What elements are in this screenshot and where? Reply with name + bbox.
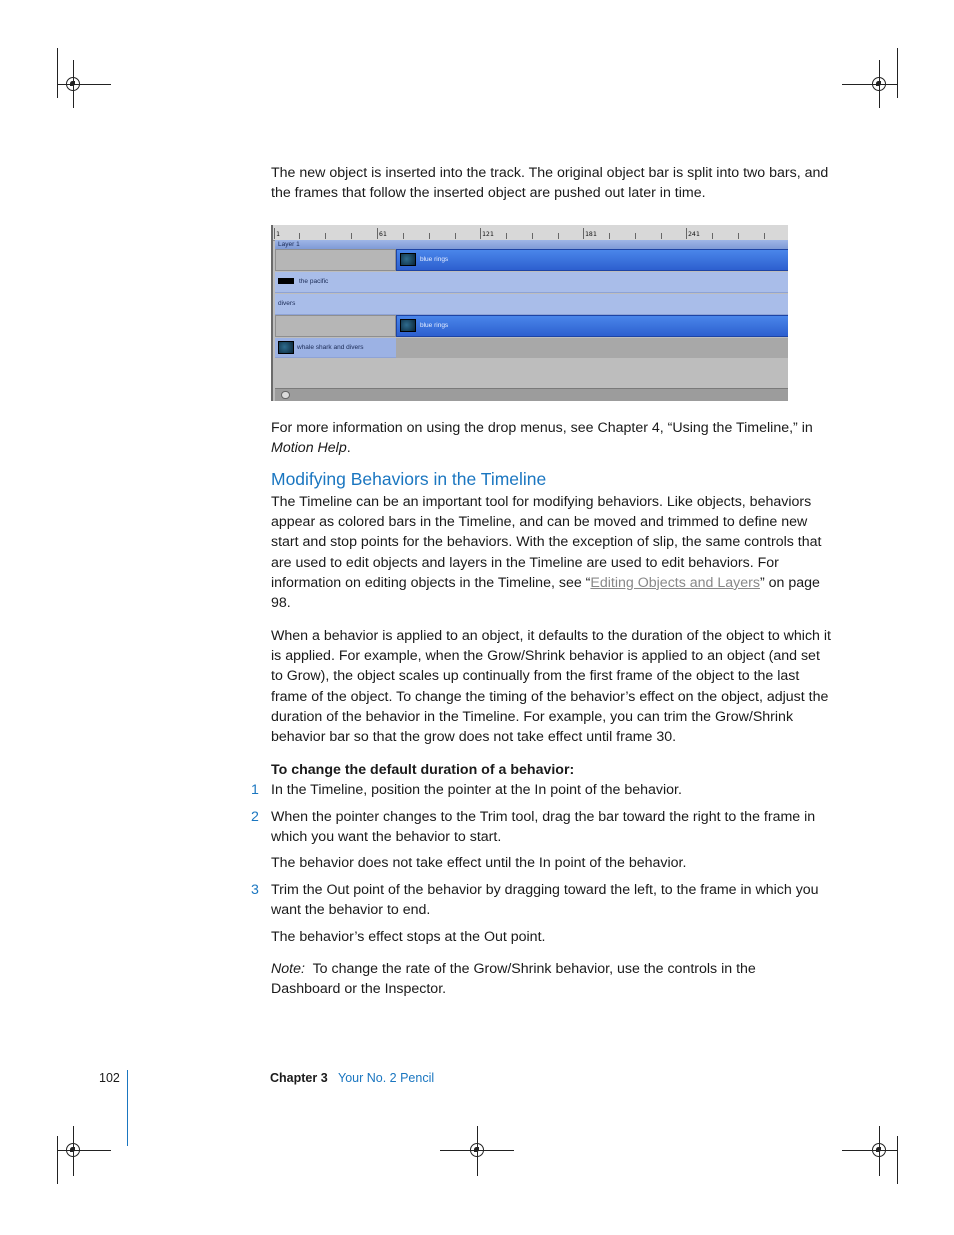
object-bar[interactable] <box>275 294 788 315</box>
thumbnail-icon <box>278 278 294 284</box>
step-number: 3 <box>251 882 259 898</box>
thumbnail-icon <box>278 341 294 354</box>
timeline-bottom-bar <box>275 388 788 401</box>
thumbnail-icon <box>400 319 416 332</box>
ruler-label: 1 <box>276 230 280 238</box>
object-bar-label: blue rings <box>420 322 449 329</box>
object-bar-label: divers <box>278 300 296 307</box>
editing-objects-link[interactable]: Editing Objects and Layers <box>590 574 760 591</box>
p1-text: The Timeline can be an important tool for modifying behaviors. Like objects, behaviors appear as colored bars in the Timeline, and can be moved and trimmed to define new start and stop points for the behaviors. With the exception of slip, the same controls that are used to edit objects and layers in the Timeline are used to edit behaviors. For information on editing objects in the Timeline, see “ <box>271 494 822 591</box>
procedure-title: To change the default duration of a behavior: <box>271 762 575 778</box>
intro-paragraph: The new object is inserted into the track. The original object bar is split into two bars, and the frames that follow the inserted object are pushed out later in time. <box>271 165 829 202</box>
p1-text-end: ” on page 98. <box>271 574 820 612</box>
page-number: 102 <box>99 1071 120 1085</box>
object-bar[interactable] <box>275 272 788 293</box>
ruler-label: 181 <box>585 230 597 238</box>
more-info-paragraph <box>271 418 831 458</box>
step-text: In the Timeline, position the pointer at the In point of the behavior. <box>271 782 682 798</box>
section-paragraph-2: When a behavior is applied to an object, it defaults to the duration of the object to which it is applied. For example, when the Grow/Shrink behavior is applied to an object (and set to Grow), the object scales up continually from the first frame of the object to the last frame of the object. To change the timing of the behavior’s effect on the object, adjust the duration of the behavior in the Timeline. For example, you can trim the Grow/Shrink behavior bar so that the grow does not take effect until frame 30. <box>271 628 831 746</box>
object-bar-label: whale shark and divers <box>297 344 364 351</box>
note-label: Note: <box>271 961 305 977</box>
footer-divider <box>127 1070 128 1146</box>
footer-chapter-title: Your No. 2 Pencil <box>338 1071 435 1085</box>
ruler-label: 121 <box>482 230 494 238</box>
step-number: 1 <box>251 782 259 798</box>
track-empty <box>275 249 396 271</box>
step-text: When the pointer changes to the Trim tool, drag the bar toward the right to the frame in which you want the behavior to start. <box>271 809 816 846</box>
section-heading: Modifying Behaviors in the Timeline <box>271 469 547 489</box>
track-empty <box>396 338 788 358</box>
track-empty <box>275 315 396 337</box>
timeline-ruler <box>273 225 788 241</box>
more-info-end: . <box>346 440 351 457</box>
thumbnail-icon <box>400 253 416 266</box>
layer-label: Layer 1 <box>278 241 300 248</box>
note-paragraph <box>271 959 791 999</box>
more-info-text: For more information on using the drop menus, see Chapter 4, “Using the Timeline,” in <box>271 420 813 436</box>
step-number: 2 <box>251 809 259 825</box>
object-bar-label: the pacific <box>299 278 329 285</box>
object-bar-label: blue rings <box>420 256 449 263</box>
motion-help-title: Motion Help <box>271 440 347 457</box>
step-result: The behavior’s effect stops at the Out point. <box>271 929 546 945</box>
layer-bar[interactable] <box>275 240 788 249</box>
step-result: The behavior does not take effect until the In point of the behavior. <box>271 855 687 871</box>
object-bar[interactable] <box>396 315 788 337</box>
object-bar[interactable] <box>396 249 788 271</box>
object-bar[interactable] <box>275 338 396 358</box>
ruler-label: 61 <box>379 230 387 238</box>
section-paragraph-1 <box>271 492 831 613</box>
zoom-icon[interactable] <box>281 391 290 399</box>
timeline-figure <box>271 225 788 401</box>
ruler-label: 241 <box>688 230 700 238</box>
footer-chapter: Chapter 3 <box>270 1071 328 1085</box>
step-text: Trim the Out point of the behavior by dragging toward the left, to the frame in which you want the behavior to end. <box>271 882 819 919</box>
note-text: To change the rate of the Grow/Shrink behavior, use the controls in the Dashboard or the Inspector. <box>271 961 756 998</box>
